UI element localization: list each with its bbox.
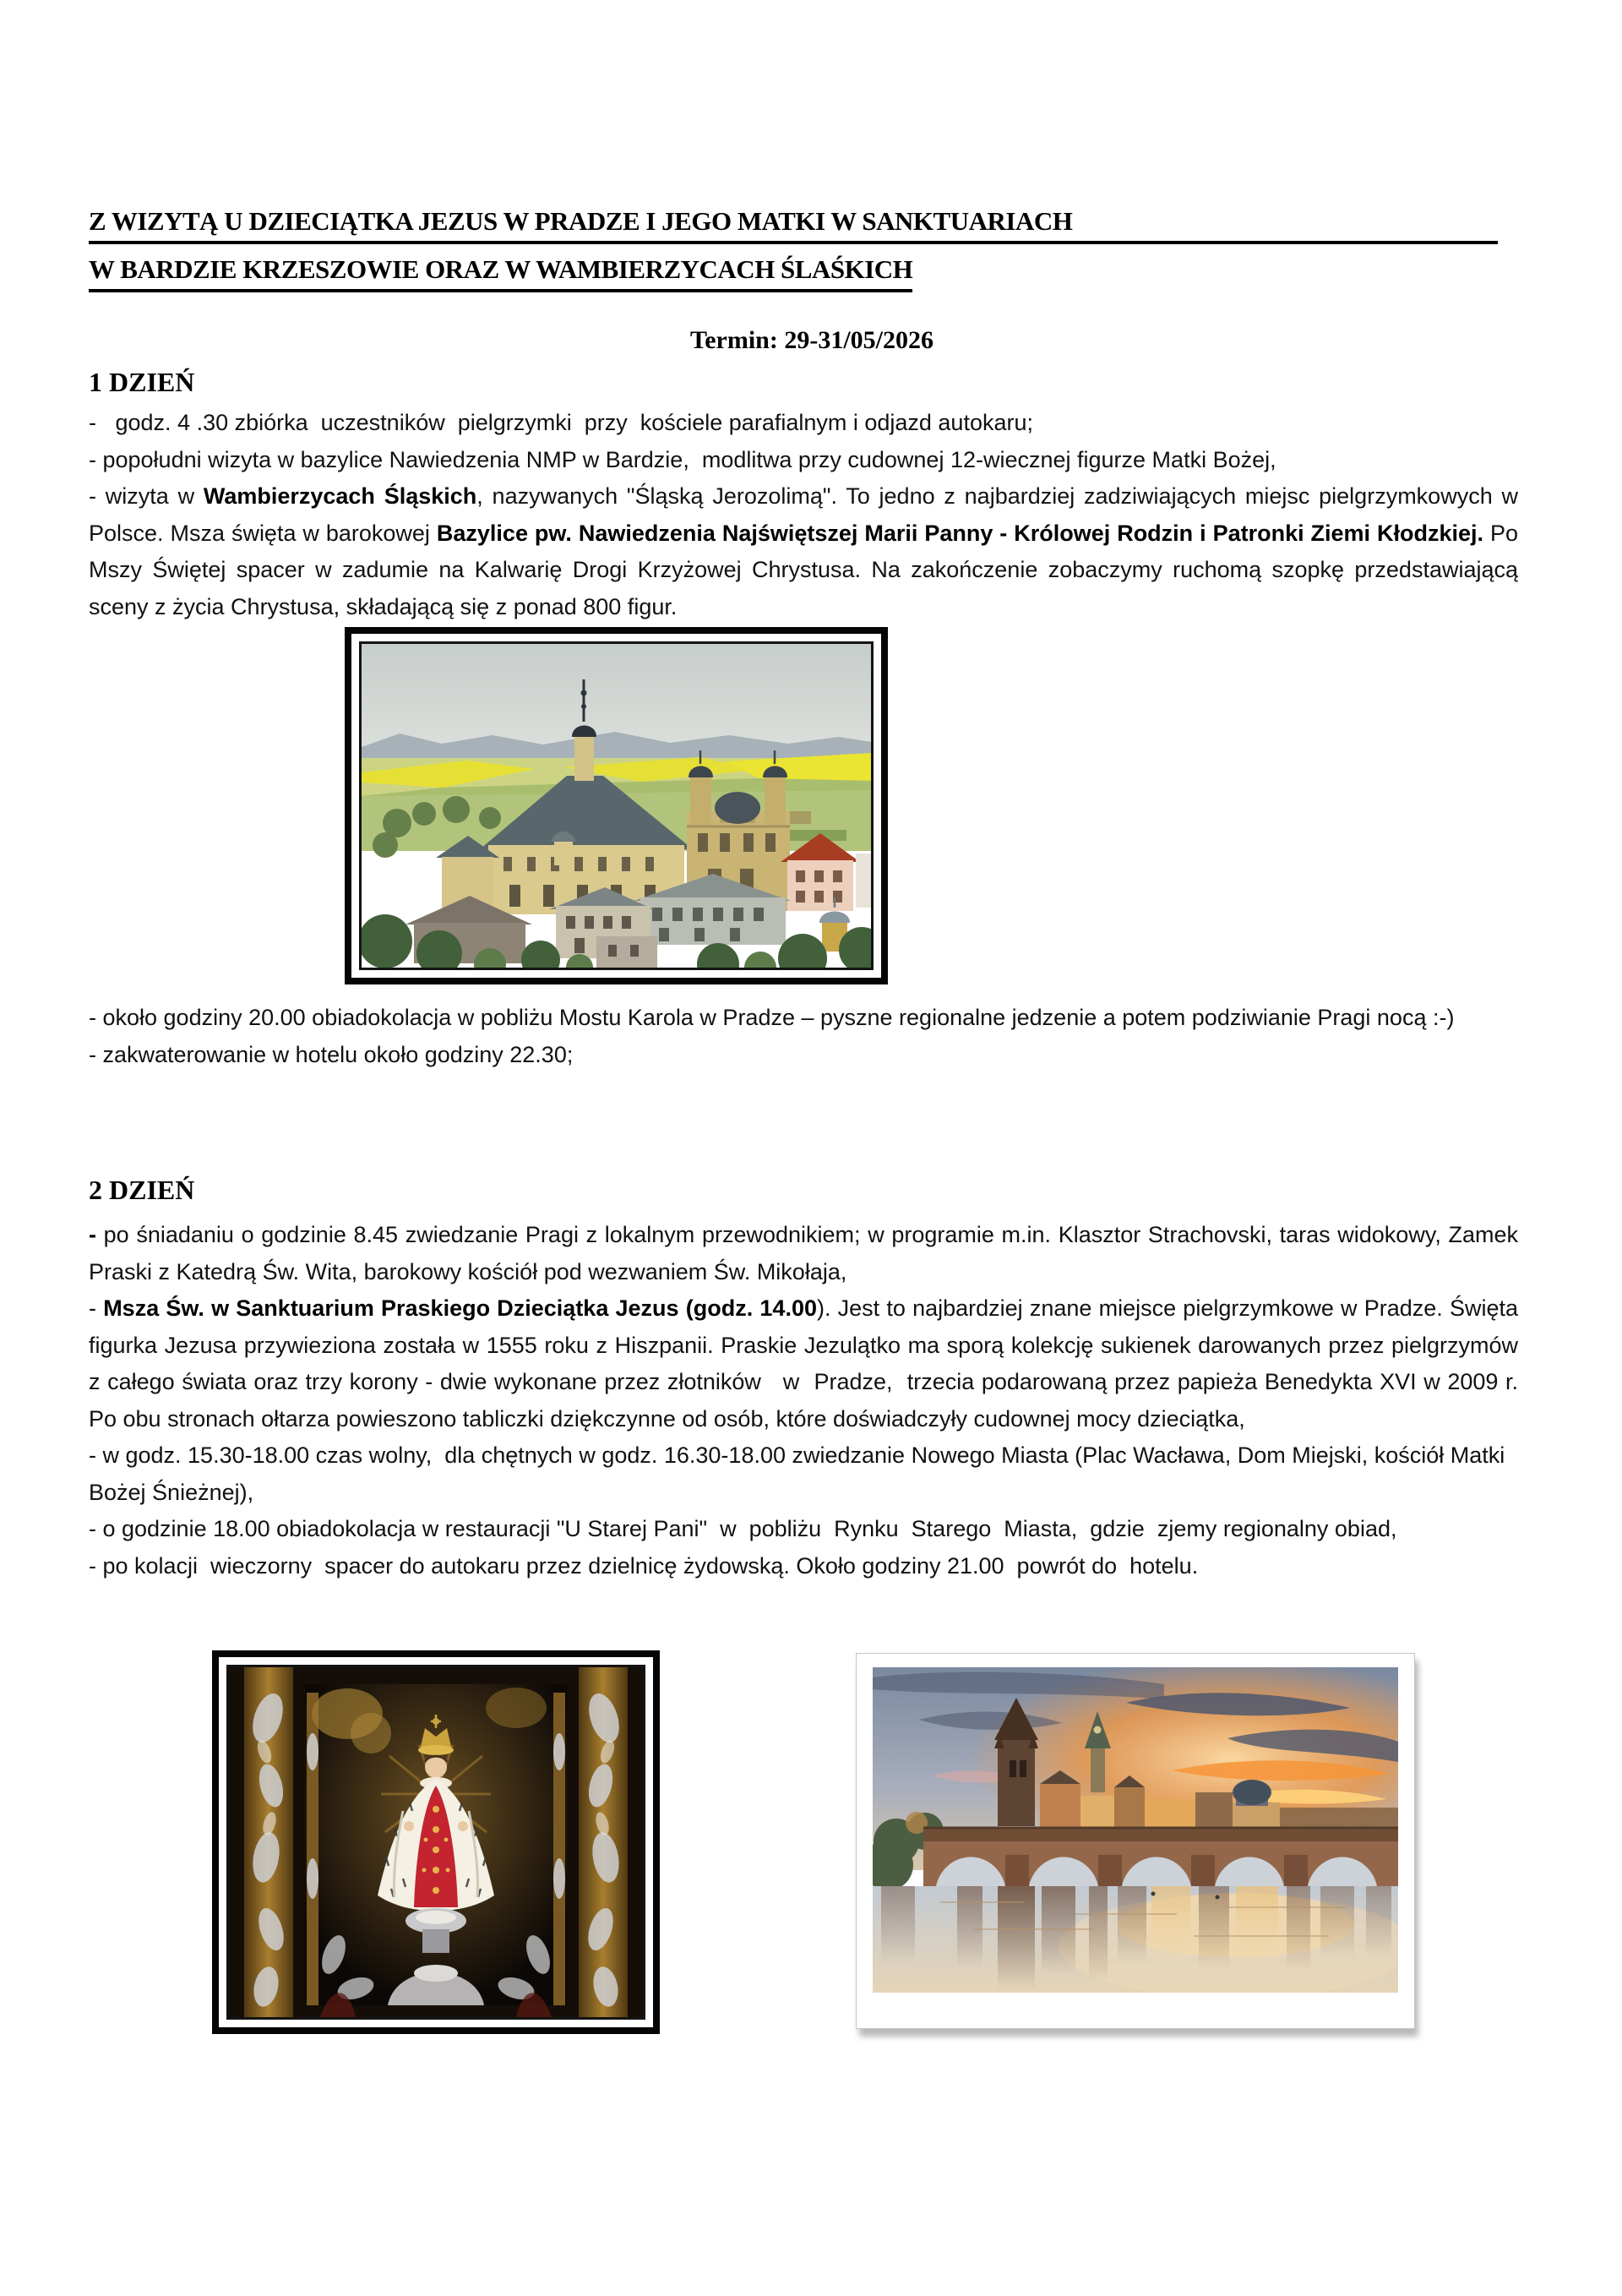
text-segment: - wizyta w [89, 483, 204, 509]
paragraph [89, 442, 1518, 479]
charles-bridge-sunset-photo [856, 1653, 1415, 2029]
infant-jesus-of-prague-photo [212, 1650, 660, 2034]
title-line-2: W BARDZIE KRZESZOWIE ORAZ W WAMBIERZYCACH ŚLAŚKICH [89, 256, 912, 292]
text-segment: - godz. 4 .30 zbiórka uczestników pielgrzymki przy kościele parafialnym i odjazd autokaru; [89, 410, 1033, 435]
photo-inner-frame [359, 641, 874, 970]
day2-heading: 2 DZIEŃ [89, 1175, 195, 1205]
text-segment: - około godziny 20.00 obiadokolacja w pobliżu Mostu Karola w Pradze – pyszne regionalne jedzenie a potem podziwianie Pragi nocą :-) [89, 1005, 1455, 1030]
text-segment: - o godzinie 18.00 obiadokolacja w restauracji "U Starej Pani" w pobliżu Rynku Starego Miasta, gdzie zjemy regionalny obiad, [89, 1516, 1397, 1541]
wambierzyce-basilica-photo [345, 627, 888, 984]
day2-paragraphs [89, 1217, 1525, 1584]
bold-text-segment: Msza Św. w Sanktuarium Praskiego Dzieciątka Jezus (godz. 14.00 [103, 1295, 817, 1321]
basilica-landscape-illustration [362, 644, 871, 968]
paragraph [89, 1511, 1518, 1548]
infant-jesus-illustration [229, 1667, 643, 2017]
paragraph [89, 478, 1525, 625]
text-segment: po śniadaniu o godzinie 8.45 zwiedzanie Pragi z lokalnym przewodnikiem; w programie m.in. Klasztor Strachovski, taras widokowy, Zamek Praski z Katedrą Św. Wita, barokowy kościół pod wezwaniem Św. Mikołaja, [89, 1222, 1525, 1284]
page-title [89, 208, 1535, 292]
text-segment: - w godz. 15.30-18.00 czas wolny, dla chętnych w godz. 16.30-18.00 zwiedzanie Nowego Miasta (Plac Wacława, Dom Miejski, kościół Matki Bożej Śnieżnej), [89, 1442, 1511, 1505]
title-line-1: Z WIZYTĄ U DZIECIĄTKA JEZUS W PRADZE I JEGO MATKI W SANKTUARIACH [89, 208, 1498, 244]
paragraph [89, 1437, 1518, 1511]
day1-heading: 1 DZIEŃ [89, 367, 195, 397]
text-segment: - popołudni wizyta w bazylice Nawiedzenia NMP w Bardzie, modlitwa przy cudownej 12-wiecznej figurze Matki Bożej, [89, 446, 1276, 472]
text-segment: - [89, 1295, 104, 1321]
paragraph [89, 405, 1518, 442]
bold-text-segment: Bazylice pw. Nawiedzenia Najświętszej Marii Panny - Królowej Rodzin i Patronki Ziemi Kłodzkiej. [436, 520, 1484, 546]
paragraph [89, 1548, 1518, 1585]
text-segment: Po Mszy Świętej spacer w zadumie na Kalwarię Drogi Krzyżowej Chrystusa. Na zakończenie zobaczymy ruchomą szopkę przedstawiającą sceny z życia Chrystusa, składającą się z ponad 800 figur. [89, 520, 1525, 619]
paragraph [89, 1037, 1518, 1074]
photo-inner-frame [226, 1665, 645, 2020]
text-segment: ). Jest to najbardziej znane miejsce pielgrzymkowe w Pradze. Święta figurka Jezusa przywieziona została w 1555 roku z Hiszpanii. Praskie Jezulątko ma sporą kolekcję sukienek darowanych przez pielgrzymów z całego świata oraz trzy korony - dwie wykonane przez złotników w Pradze, trzecia podarowaną przez papieża Benedykta XVI w 2009 r. Po obu stronach ołtarza powieszono tabliczki dziękczynne od osób, które doświadczyły cudownej mocy dzieciątka, [89, 1295, 1525, 1432]
day1-after-image-paragraphs [89, 1000, 1518, 1073]
charles-bridge-illustration [873, 1667, 1398, 1993]
paragraph [89, 1000, 1518, 1037]
text-segment: - po kolacji wieczorny spacer do autokaru przez dzielnicę żydowską. Około godziny 21.00 powrót do hotelu. [89, 1552, 1199, 1579]
bold-text-segment: - [89, 1222, 104, 1247]
paragraph [89, 1290, 1525, 1437]
text-segment: - zakwaterowanie w hotelu około godziny 22.30; [89, 1041, 574, 1067]
text-segment: , nazywanych "Śląską Jerozolimą". To jedno z najbardziej zadziwiających miejsc pielgrzymkowych w Polsce. Msza święta w barokowej [89, 483, 1525, 546]
date-line: Termin: 29-31/05/2026 [689, 326, 934, 354]
bold-text-segment: Wambierzycach Śląskich [203, 483, 477, 509]
day1-paragraphs [89, 405, 1525, 625]
paragraph [89, 1217, 1525, 1290]
